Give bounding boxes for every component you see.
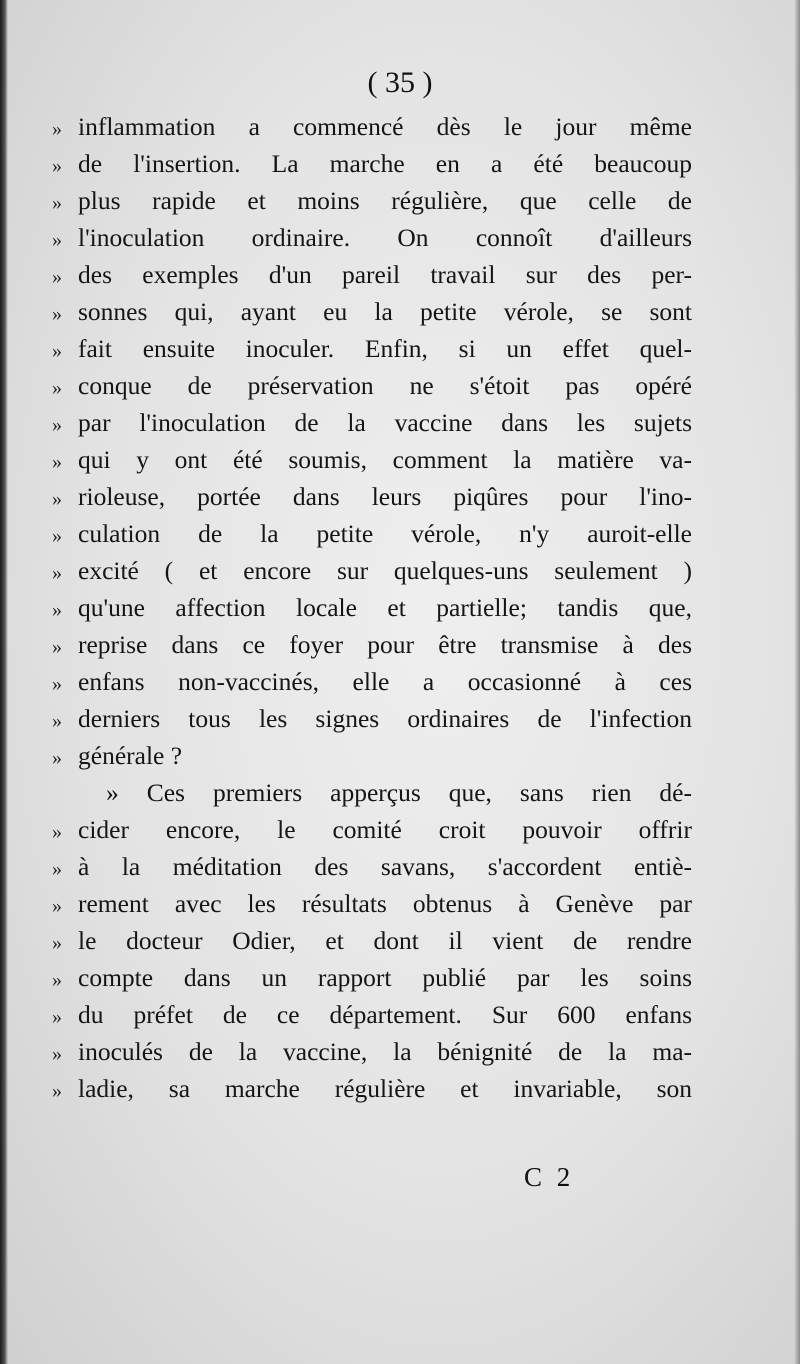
quote-mark: » — [52, 710, 62, 732]
line-text: conque de préservation ne s'étoit pas opéré — [78, 371, 692, 400]
text-line — [52, 778, 692, 815]
line-text: le docteur Odier, et dont il vient de rendre — [78, 926, 692, 955]
line-text: l'inoculation ordinaire. On connoît d'ailleurs — [78, 223, 692, 252]
quote-mark: » — [52, 118, 62, 140]
quote-mark: » — [52, 229, 62, 251]
line-text: à la méditation des savans, s'accordent entiè- — [78, 852, 692, 881]
line-text: compte dans un rapport publié par les soins — [78, 963, 692, 992]
text-line — [52, 482, 692, 519]
signature-mark: C 2 — [524, 1162, 575, 1192]
text-line — [52, 1074, 692, 1111]
page-outer-edge — [794, 0, 800, 1364]
line-text: sonnes qui, ayant eu la petite vérole, se sont — [78, 297, 692, 326]
text-line — [52, 926, 692, 963]
line-text: rement avec les résultats obtenus à Genève par — [78, 889, 692, 918]
text-line — [52, 815, 692, 852]
quote-mark: » — [52, 636, 62, 658]
text-line — [52, 408, 692, 445]
page-binding-edge — [0, 0, 8, 1364]
text-line — [52, 704, 692, 741]
line-text: fait ensuite inoculer. Enfin, si un effet quel- — [78, 334, 692, 363]
line-text: excité ( et encore sur quelques-uns seulement ) — [78, 556, 692, 585]
text-line — [52, 297, 692, 334]
quote-mark: » — [52, 1080, 62, 1102]
quote-mark: » — [52, 377, 62, 399]
text-line — [52, 260, 692, 297]
text-line — [52, 519, 692, 556]
line-text: reprise dans ce foyer pour être transmise à des — [78, 630, 692, 659]
text-line — [52, 149, 692, 186]
quote-mark: » — [52, 488, 62, 510]
text-line — [52, 593, 692, 630]
line-text: inoculés de la vaccine, la bénignité de la ma- — [78, 1037, 692, 1066]
quote-mark: » — [52, 821, 62, 843]
text-line — [52, 371, 692, 408]
quote-mark: » — [52, 414, 62, 436]
text-line — [52, 223, 692, 260]
quote-mark: » — [52, 1043, 62, 1065]
text-line — [52, 186, 692, 223]
line-text: de l'insertion. La marche en a été beaucoup — [78, 149, 692, 178]
quote-mark: » — [52, 673, 62, 695]
page-number: ( 35 ) — [367, 66, 433, 99]
line-text: qui y ont été soumis, comment la matière va- — [78, 445, 692, 474]
text-line — [52, 1037, 692, 1074]
line-text: enfans non-vaccinés, elle a occasionné à ces — [78, 667, 692, 696]
quote-mark: » — [52, 303, 62, 325]
quote-mark: » — [52, 932, 62, 954]
line-text: culation de la petite vérole, n'y auroit-elle — [78, 519, 692, 548]
body-text — [52, 112, 692, 1111]
line-text: des exemples d'un pareil travail sur des per- — [78, 260, 692, 289]
line-text: du préfet de ce département. Sur 600 enfans — [78, 1000, 692, 1029]
quote-mark: » — [52, 525, 62, 547]
quote-mark: » — [52, 562, 62, 584]
line-text: générale ? — [78, 741, 183, 770]
quote-mark: » — [52, 858, 62, 880]
text-line — [52, 445, 692, 482]
text-line — [52, 556, 692, 593]
line-text: » Ces premiers apperçus que, sans rien dé- — [106, 778, 692, 807]
quote-mark: » — [52, 747, 62, 769]
quote-mark: » — [52, 895, 62, 917]
text-line — [52, 667, 692, 704]
line-text: ladie, sa marche régulière et invariable, son — [78, 1074, 692, 1103]
text-line — [52, 630, 692, 667]
line-text: derniers tous les signes ordinaires de l'infection — [78, 704, 692, 733]
quote-mark: » — [52, 969, 62, 991]
quote-mark: » — [52, 155, 62, 177]
text-line — [52, 741, 692, 778]
quote-mark: » — [52, 1006, 62, 1028]
quote-mark: » — [52, 451, 62, 473]
quote-mark: » — [52, 599, 62, 621]
line-text: qu'une affection locale et partielle; tandis que, — [78, 593, 692, 622]
quote-mark: » — [52, 266, 62, 288]
text-line — [52, 852, 692, 889]
quote-mark: » — [52, 192, 62, 214]
text-line — [52, 889, 692, 926]
text-line — [52, 112, 692, 149]
line-text: par l'inoculation de la vaccine dans les sujets — [78, 408, 692, 437]
quote-mark: » — [52, 340, 62, 362]
line-text: rioleuse, portée dans leurs piqûres pour l'ino- — [78, 482, 692, 511]
text-line — [52, 1000, 692, 1037]
line-text: plus rapide et moins régulière, que celle de — [78, 186, 692, 215]
line-text: inflammation a commencé dès le jour même — [78, 112, 692, 141]
text-line — [52, 334, 692, 371]
line-text: cider encore, le comité croit pouvoir offrir — [78, 815, 692, 844]
text-line — [52, 963, 692, 1000]
